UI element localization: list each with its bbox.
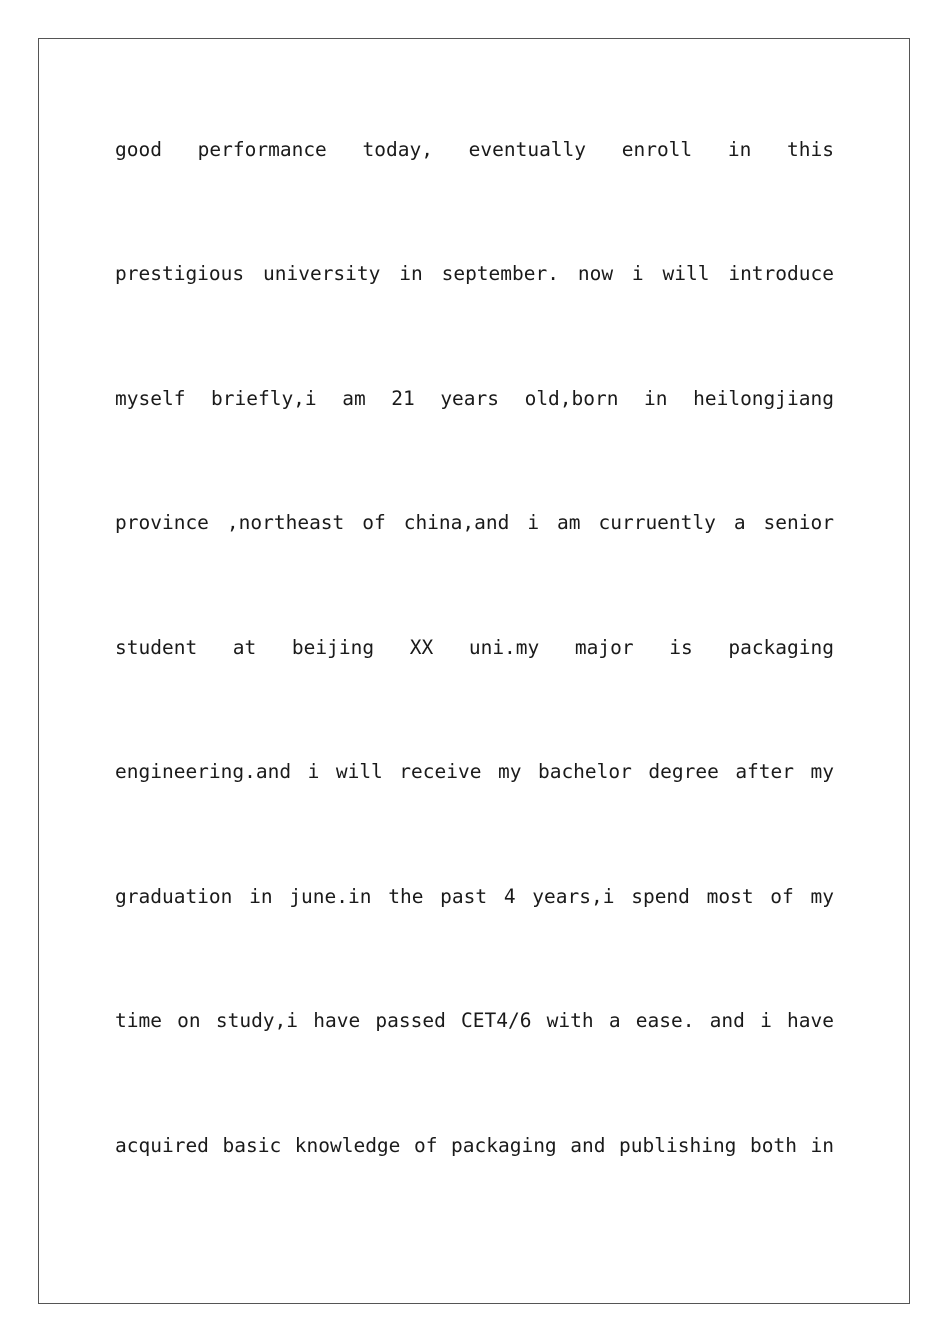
text-line: student at beijing XX uni.my major is packaging (115, 636, 834, 659)
text-line: prestigious university in september. now i will introduce (115, 262, 834, 285)
text-line: acquired basic knowledge of packaging and publishing both in (115, 1134, 834, 1157)
text-line: myself briefly,i am 21 years old,born in heilongjiang (115, 387, 834, 410)
text-line: good performance today, eventually enroll in this (115, 138, 834, 161)
page-frame (38, 38, 910, 1304)
text-line: engineering.and i will receive my bachelor degree after my (115, 760, 834, 783)
text-line: province ,northeast of china,and i am curruently a senior (115, 511, 834, 534)
text-line: time on study,i have passed CET4/6 with a ease. and i have (115, 1009, 834, 1032)
text-line: graduation in june.in the past 4 years,i spend most of my (115, 885, 834, 908)
